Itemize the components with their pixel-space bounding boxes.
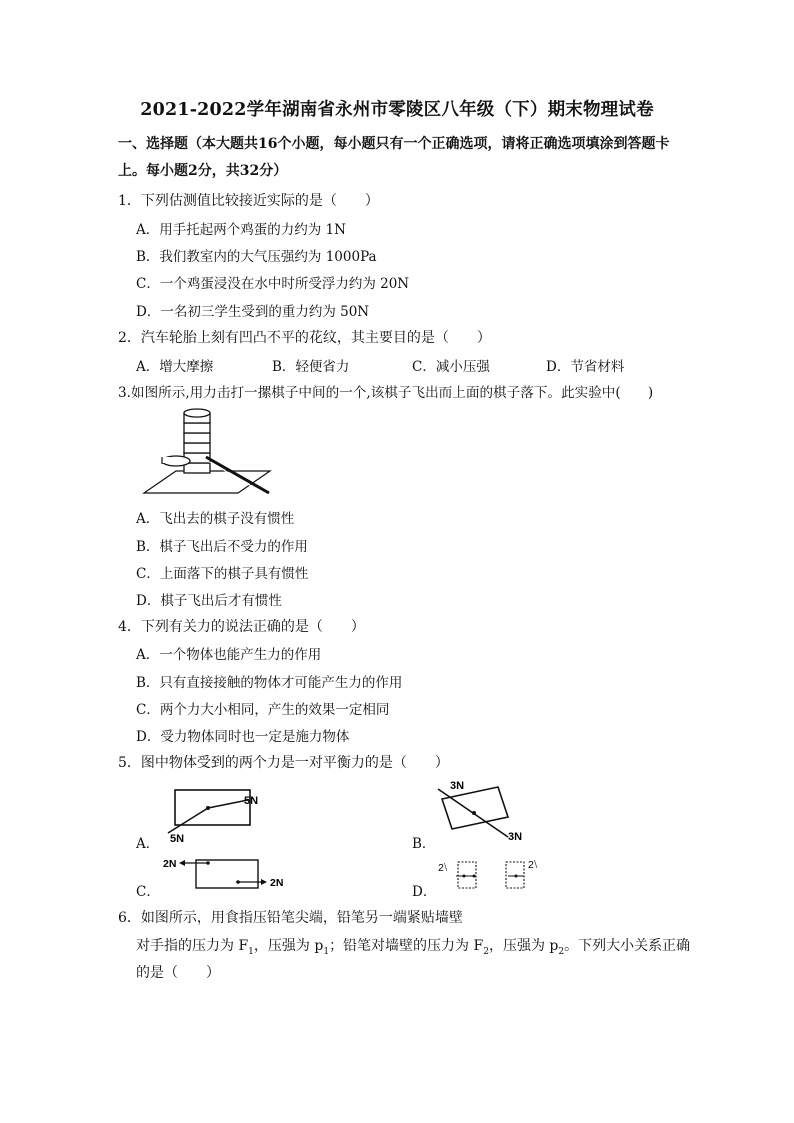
q4-option-c: C．两个力大小相同，产生的效果一定相同 [136, 702, 390, 718]
q5-option-b: B． [412, 836, 436, 852]
svg-text:⧵: ⧵ [534, 859, 538, 871]
q5-figure-d [434, 856, 554, 896]
question-5-stem: 5．图中物体受到的两个力是一对平衡力的是（ ） [118, 755, 449, 771]
section-heading-line1: 一、选择题（本大题共16个小题，每小题只有一个正确选项，请将正确选项填涂到答题卡 [118, 136, 670, 152]
q5-figure-c [160, 852, 300, 897]
q2-option-d: D．节省材料 [546, 359, 625, 375]
q4-option-a: A．一个物体也能产生力的作用 [136, 647, 322, 663]
q5c-force-label-right: 2N [270, 877, 284, 889]
paper-title: 2021-2022学年湖南省永州市零陵区八年级（下）期末物理试卷 [140, 100, 654, 120]
q5a-force-label-top: 5N [244, 795, 259, 807]
q5-figure-a [150, 780, 280, 850]
q5a-force-label-bottom: 5N [170, 833, 185, 845]
q5b-force-label-top: 3N [450, 780, 465, 792]
q3-option-a: A．飞出去的棋子没有惯性 [136, 511, 295, 527]
question-4-stem: 4．下列有关力的说法正确的是（ ） [118, 619, 365, 635]
section-heading-line2: 上。每小题2分，共32分） [118, 163, 288, 179]
q4-option-b: B．只有直接接触的物体才可能产生力的作用 [136, 675, 403, 691]
q5-option-a: A． [136, 836, 160, 852]
question-1-stem: 1．下列估测值比较接近实际的是（ ） [118, 193, 379, 209]
svg-text:⧵: ⧵ [444, 862, 448, 874]
q5c-force-label-left: 2N [163, 858, 177, 870]
q5-option-d: D． [412, 884, 437, 900]
question-6-line2: 对手指的压力为 $F_1$，压强为 $p_1$；铅笔对墙壁的压力为 $F_2$，压强为 $p_2$。下列大小关系正确 [136, 938, 691, 957]
section-heading [118, 131, 678, 185]
q2-option-a: A．增大摩擦 [136, 359, 214, 375]
q1-option-a: A．用手托起两个鸡蛋的力约为 1N [136, 222, 346, 238]
q5-option-c: C． [136, 884, 160, 900]
q1-option-c: C．一个鸡蛋浸没在水中时所受浮力约为 20N [136, 276, 410, 292]
q1-option-b: B．我们教室内的大气压强约为 1000Pa [136, 249, 377, 265]
q2-option-b: B．轻便省力 [272, 359, 350, 375]
question-6-stem: 6．如图所示，用食指压铅笔尖端，铅笔另一端紧贴墙壁 [118, 910, 463, 926]
q3-option-b: B．棋子飞出后不受力的作用 [136, 539, 308, 555]
q5d-force-label-right: 2 [528, 859, 534, 871]
question-6-line3: 的是（ ） [136, 965, 220, 981]
q2-option-c: C．减小压强 [412, 359, 490, 375]
q5b-force-label-bottom: 3N [508, 831, 523, 843]
q5-figure-b [428, 777, 538, 845]
checker-stack-figure [136, 405, 276, 500]
q4-option-d: D．受力物体同时也一定是施力物体 [136, 729, 350, 745]
q3-option-d: D．棋子飞出后才有惯性 [136, 593, 282, 609]
q5d-force-label-left: 2 [438, 862, 444, 874]
q3-option-c: C．上面落下的棋子具有惯性 [136, 566, 309, 582]
q1-option-d: D．一名初三学生受到的重力约为 50N [136, 304, 370, 320]
question-3-stem: 3.如图所示,用力击打一摞棋子中间的一个,该棋子飞出而上面的棋子落下。此实验中( ) [118, 385, 654, 401]
question-2-stem: 2．汽车轮胎上刻有凹凸不平的花纹，其主要目的是（ ） [118, 330, 491, 346]
